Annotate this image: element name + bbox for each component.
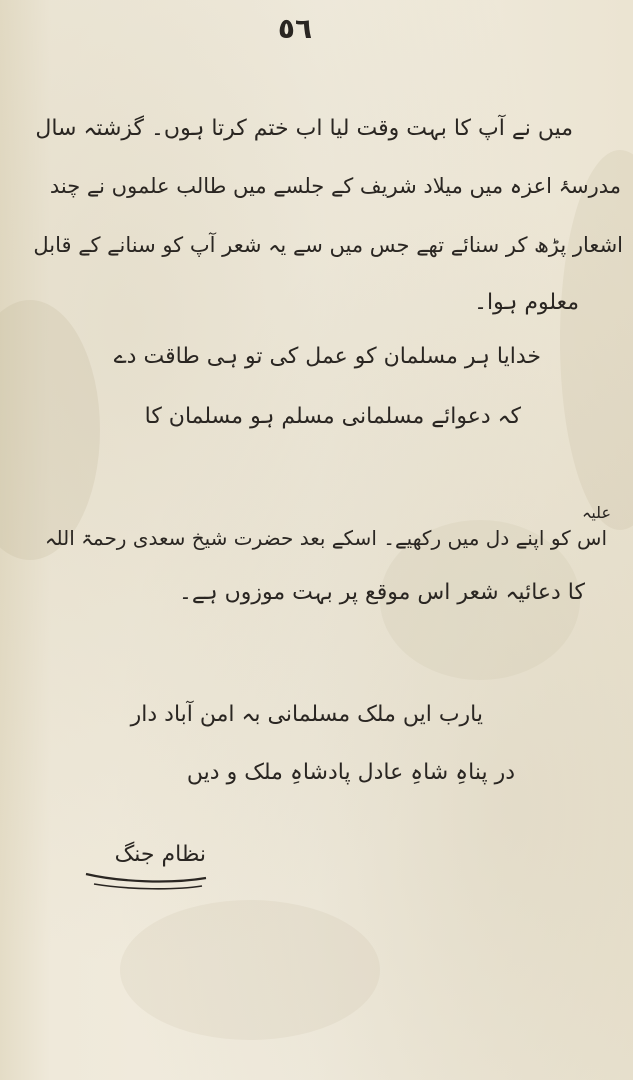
text-line-3: اشعار پڑھ کر سنائے تھے جس میں سے یہ شعر آپ کو سنانے کے قابل bbox=[33, 233, 623, 257]
text-line-5: اس کو اپنے دل میں رکھیے۔ اسکے بعد حضرت شیخ سعدی رحمۃ اللہ bbox=[44, 526, 607, 550]
paper-stain bbox=[560, 150, 633, 530]
page-number: ٥٦ bbox=[277, 12, 313, 45]
signature-underline bbox=[80, 838, 210, 898]
text-line-5-superscript: علیہ bbox=[581, 503, 611, 522]
text-line-6: کا دعائیہ شعر اس موقع پر بہت موزوں ہے۔ bbox=[178, 580, 585, 605]
text-line-2: مدرسۂ اعزہ میں میلاد شریف کے جلسے میں طالب علموں نے چند bbox=[49, 174, 621, 198]
verse-line-2: کہ دعوائے مسلمانی مسلم ہو مسلمان کا bbox=[144, 404, 521, 429]
persian-verse-line-2: در پناہِ شاہِ عادل پادشاہِ ملک و دیں bbox=[186, 760, 515, 785]
text-line-1: میں نے آپ کا بہت وقت لیا اب ختم کرتا ہوں۔ گزشتہ سال bbox=[35, 116, 573, 141]
signature bbox=[80, 838, 210, 898]
paper-stain bbox=[0, 300, 100, 560]
persian-verse-line-1: یارب ایں ملک مسلمانی بہ امن آباد دار bbox=[130, 702, 483, 727]
signature-text: نظام جنگ bbox=[114, 842, 206, 867]
paper-stain bbox=[120, 900, 380, 1040]
verse-line-1: خدایا ہر مسلمان کو عمل کی تو ہی طاقت دے bbox=[113, 344, 541, 369]
text-line-4: معلوم ہوا۔ bbox=[474, 290, 579, 315]
